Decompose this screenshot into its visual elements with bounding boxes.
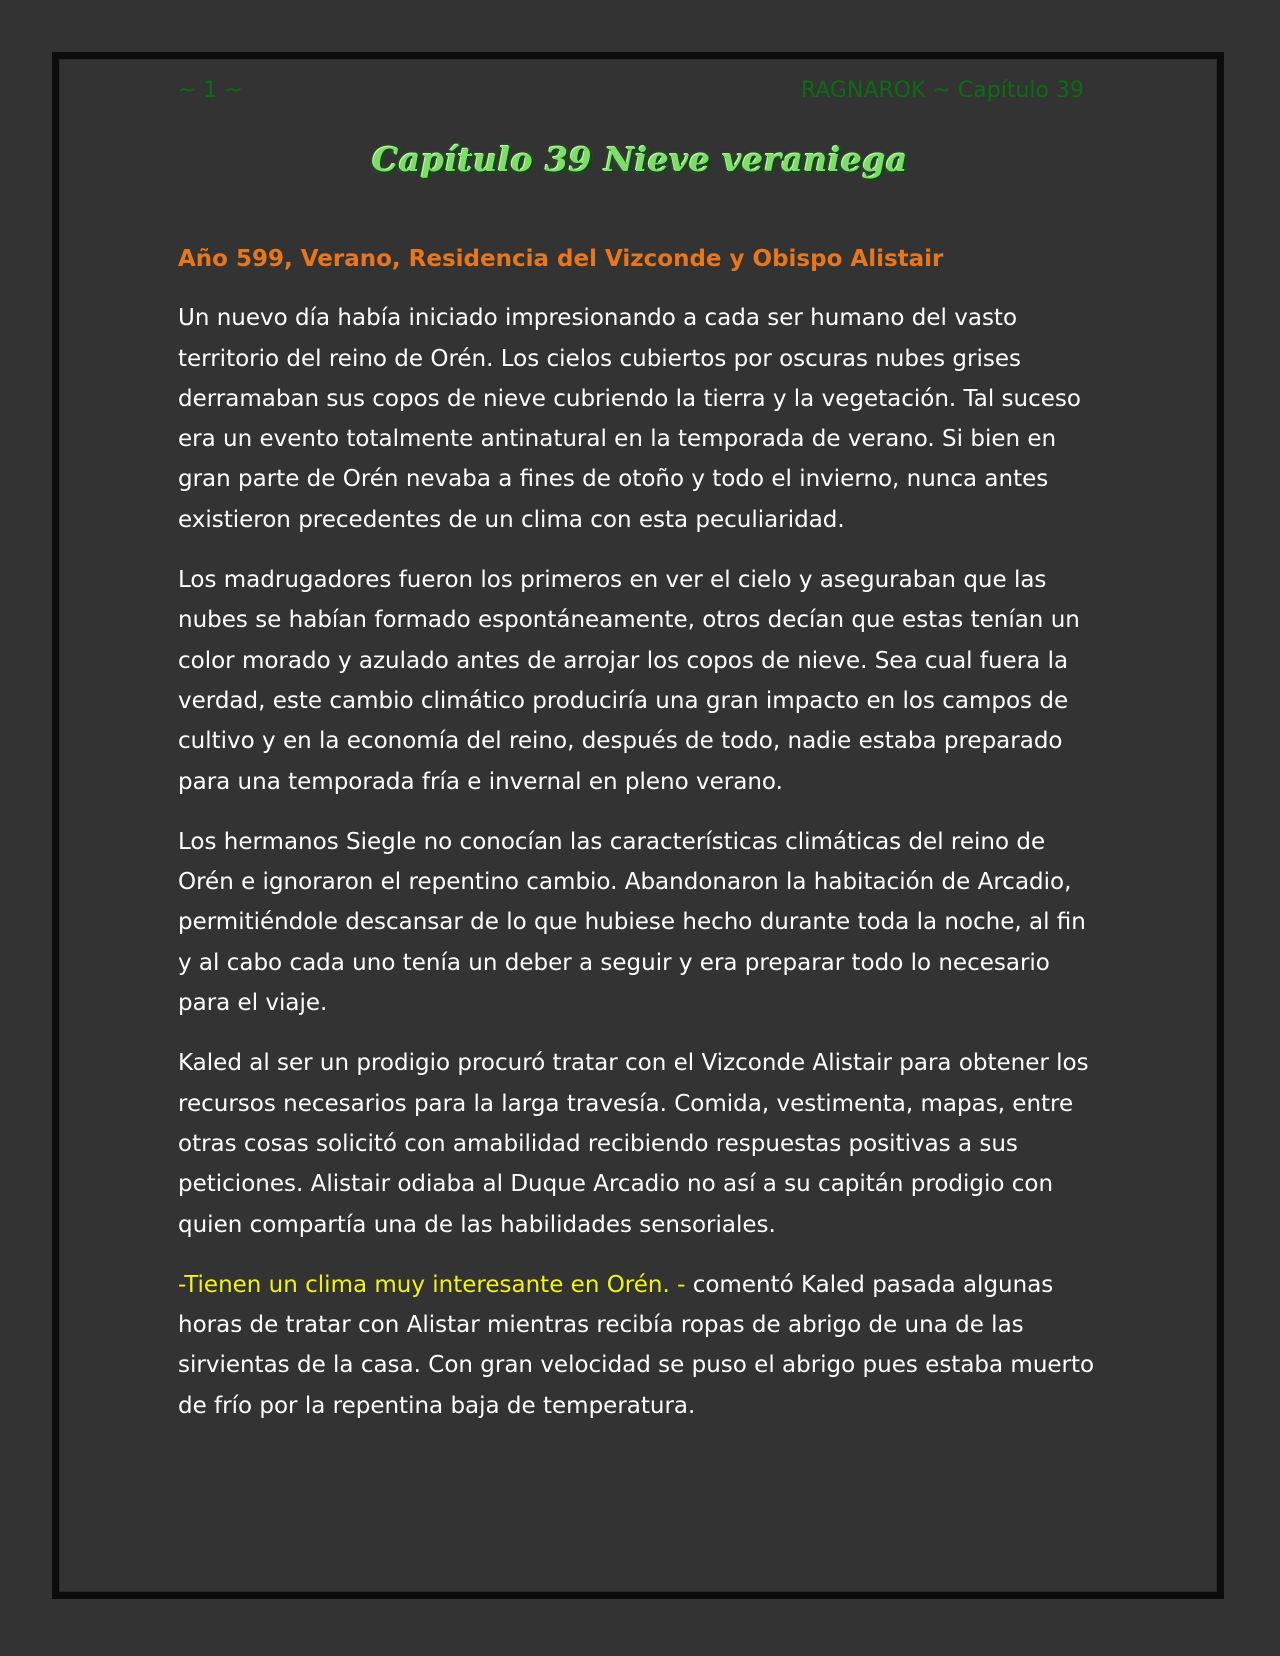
dialogue-speech: -Tienen un clima muy interesante en Orén. - <box>178 1271 686 1298</box>
running-header <box>178 78 1084 108</box>
dialogue-paragraph <box>178 1265 1098 1426</box>
paragraph: Un nuevo día había iniciado impresionando a cada ser humano del vasto territorio del reino de Orén. Los cielos cubiertos por oscuras nubes grises derramaban sus copos de nieve cubriendo la tierra y la vegetación. Tal suceso era un evento totalmente antinatural en la temporada de verano. Si bien en gran parte de Orén nevaba a fines de otoño y todo el invierno, nunca antes existieron precedentes de un clima con esta peculiaridad. <box>178 305 1081 533</box>
scene-heading: Año 599, Verano, Residencia del Vizconde y Obispo Alistair <box>178 246 944 272</box>
paragraph: Los hermanos Siegle no conocían las características climáticas del reino de Orén e ignoraron el repentino cambio. Abandonaron la habitación de Arcadio, permitiéndole descansar de lo que hubiese hecho durante toda la noche, al fin y al cabo cada uno tenía un deber a seguir y era preparar todo lo necesario para el viaje. <box>178 828 1086 1017</box>
chapter-body <box>178 239 1098 1446</box>
chapter-title: Capítulo 39 Nieve veraniega <box>372 140 908 179</box>
running-title: RAGNAROK ~ Capítulo 39 <box>800 78 1084 103</box>
dialogue-narration: comentó Kaled pasada algunas horas de tratar con Alistar mientras recibía ropas de abrigo de una de las sirvientas de la casa. Con gran velocidad se puso el abrigo pues estaba muerto de frío por la repentina baja de temperatura. <box>178 1271 1095 1419</box>
paragraph: Kaled al ser un prodigio procuró tratar con el Vizconde Alistair para obtener los recursos necesarios para la larga travesía. Comida, vestimenta, mapas, entre otras cosas solicitó con amabilidad recibiendo respuestas positivas a sus peticiones. Alistair odiaba al Duque Arcadio no así a su capitán prodigio con quien compartía una de las habilidades sensoriales. <box>178 1050 1089 1238</box>
page-number: ~ 1 ~ <box>178 78 243 103</box>
paragraph: Los madrugadores fueron los primeros en ver el cielo y aseguraban que las nubes se habían formado espontáneamente, otros decían que estas tenían un color morado y azulado antes de arrojar los copos de nieve. Sea cual fuera la verdad, este cambio climático produciría una gran impacto en los campos de cultivo y en la economía del reino, después de todo, nadie estaba preparado para una temporada fría e invernal en pleno verano. <box>178 567 1080 795</box>
